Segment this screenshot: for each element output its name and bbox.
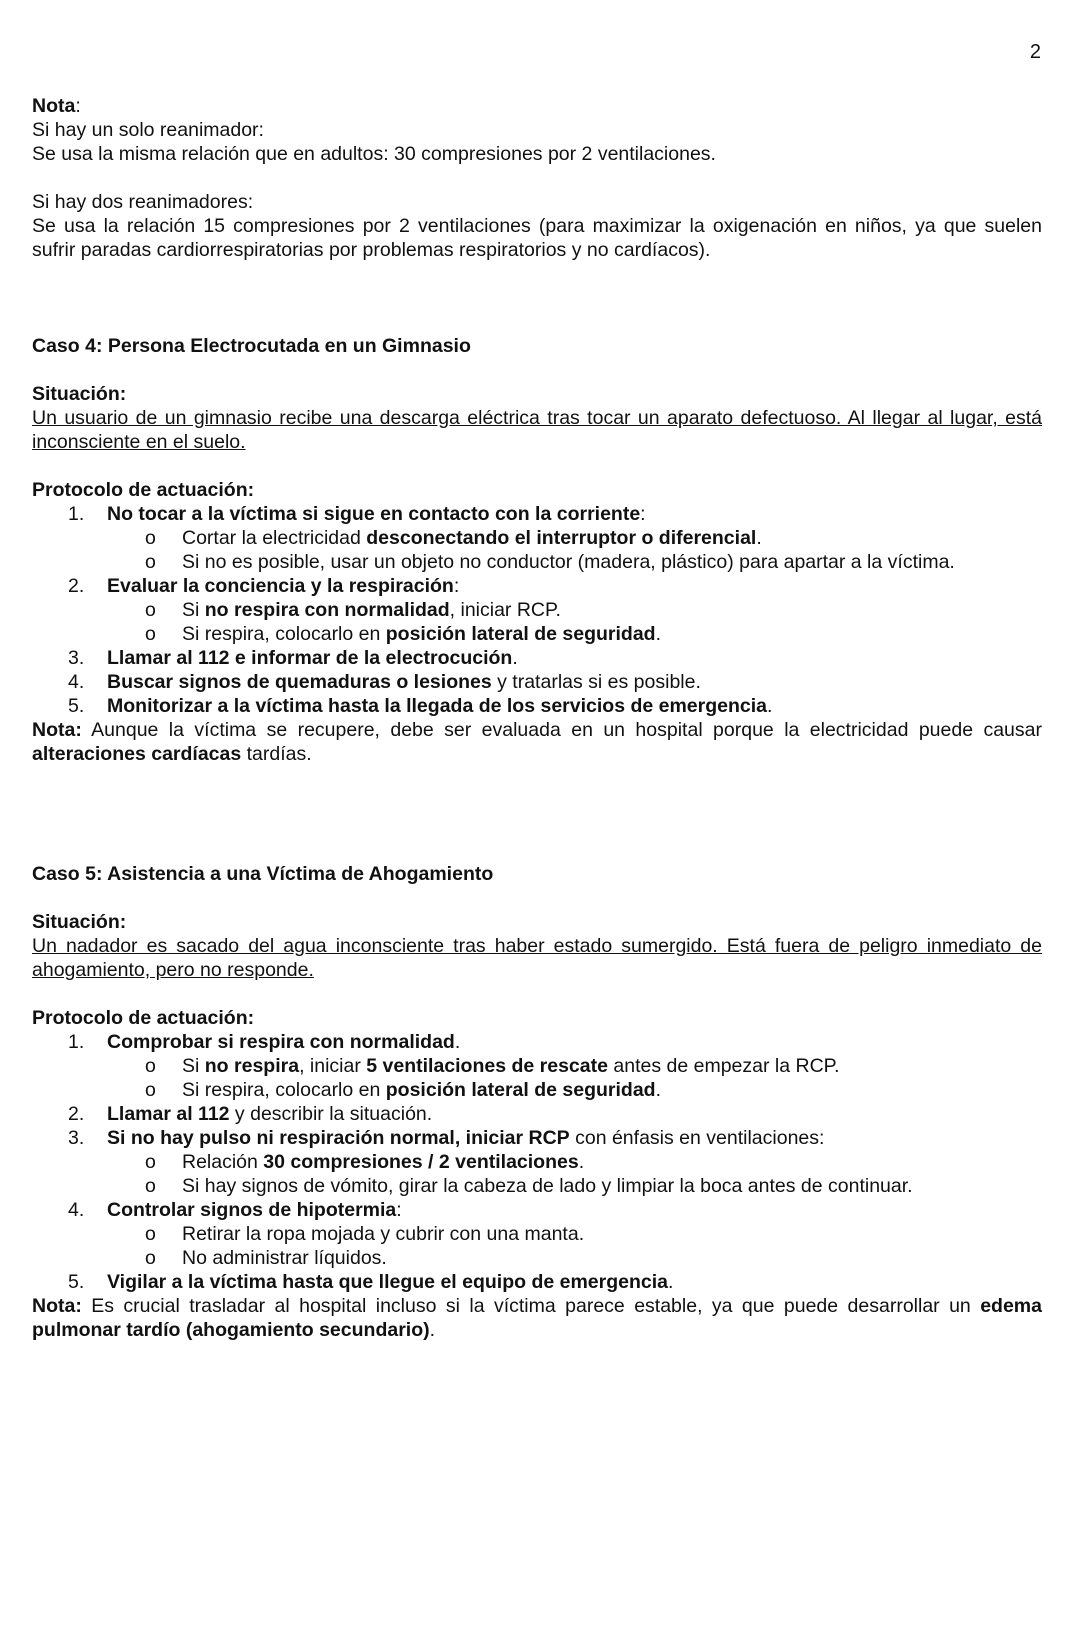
text-segment: . — [655, 1079, 662, 1101]
text-segment: Si no hay pulso ni respiración normal, iniciar RCP — [107, 1127, 570, 1149]
list-item — [32, 646, 1042, 670]
list-item — [32, 1030, 1042, 1054]
sub-list-item — [32, 1246, 1042, 1270]
list-item — [32, 574, 1042, 598]
text-segment: Evaluar la conciencia y la respiración — [107, 575, 454, 597]
bullet-icon: o — [145, 1223, 156, 1245]
one-rescuer-text: Se usa la misma relación que en adultos: 30 compresiones por 2 ventilaciones. — [32, 143, 716, 165]
list-number: 4. — [68, 671, 85, 693]
sub-list-item — [32, 550, 1042, 574]
caso4-nota — [32, 718, 1042, 766]
two-rescuers-text: Se usa la relación 15 compresiones por 2 ventilaciones (para maximizar la oxigenación en niños, ya que suelen sufrir paradas cardiorrespiratorias por problemas respiratorios y no cardíacos). — [32, 215, 1042, 261]
text-segment: Comprobar si respira con normalidad — [107, 1031, 455, 1053]
caso5-protocolo-label: Protocolo de actuación: — [32, 1007, 255, 1029]
text-segment: Llamar al 112 e informar de la electrocución — [107, 647, 513, 669]
list-number: 3. — [68, 647, 85, 669]
sub-list-item — [32, 1222, 1042, 1246]
text-segment: Vigilar a la víctima hasta que llegue el equipo de emergencia — [107, 1271, 669, 1293]
text-segment: . — [429, 1319, 436, 1341]
text-segment: Si no es posible, usar un objeto no conductor (madera, plástico) para apartar a la víctima. — [182, 551, 955, 573]
text-segment: con énfasis en ventilaciones: — [569, 1127, 825, 1149]
text-segment: Si respira, colocarlo en — [182, 623, 386, 645]
sub-list-item — [32, 622, 1042, 646]
nota-heading — [32, 94, 1042, 118]
list-item — [32, 502, 1042, 526]
text-segment: alteraciones cardíacas — [32, 743, 242, 765]
sub-list-item — [32, 1078, 1042, 1102]
text-segment: Controlar signos de hipotermia — [107, 1199, 397, 1221]
caso4-situacion-text: Un usuario de un gimnasio recibe una descarga eléctrica tras tocar un aparato defectuoso. Al llegar al lugar, está inconsciente en el suelo. — [32, 407, 1042, 453]
bullet-icon: o — [145, 1151, 156, 1173]
text-segment: , iniciar — [299, 1055, 367, 1077]
caso4-situacion-label: Situación: — [32, 383, 127, 405]
bullet-icon: o — [145, 1247, 156, 1269]
text-segment: no respira con normalidad — [204, 599, 450, 621]
text-segment: , iniciar RCP. — [449, 599, 561, 621]
text-segment: Nota: — [32, 1295, 82, 1317]
list-item — [32, 1126, 1042, 1150]
document-body — [32, 94, 1042, 1342]
text-segment: Cortar la electricidad — [182, 527, 367, 549]
text-segment: Es crucial trasladar al hospital incluso si la víctima parece estable, ya que puede desarrollar un — [81, 1295, 981, 1317]
text-segment: y describir la situación. — [229, 1103, 433, 1125]
two-rescuers-label: Si hay dos reanimadores: — [32, 191, 254, 213]
text-segment: Aunque la víctima se recupere, debe ser evaluada en un hospital porque la electricidad puede causar — [81, 719, 1042, 741]
text-segment: tardías. — [241, 743, 312, 765]
list-number: 2. — [68, 1103, 85, 1125]
bullet-icon: o — [145, 527, 156, 549]
list-number: 1. — [68, 1031, 85, 1053]
sub-list-item — [32, 1150, 1042, 1174]
bullet-icon: o — [145, 1079, 156, 1101]
list-item — [32, 1102, 1042, 1126]
text-segment: : — [75, 95, 81, 117]
list-item — [32, 670, 1042, 694]
list-number: 2. — [68, 575, 85, 597]
sub-list-item — [32, 1054, 1042, 1078]
one-rescuer-label: Si hay un solo reanimador: — [32, 119, 264, 141]
list-item — [32, 1270, 1042, 1294]
bullet-icon: o — [145, 1055, 156, 1077]
text-segment: edema pulmonar tardío (ahogamiento secundario) — [32, 1295, 1042, 1341]
sub-list-item — [32, 526, 1042, 550]
text-segment: 5 ventilaciones de rescate — [366, 1055, 608, 1077]
text-segment: : — [396, 1199, 402, 1221]
text-segment: Si respira, colocarlo en — [182, 1079, 386, 1101]
text-segment: Nota: — [32, 719, 82, 741]
sub-list-item — [32, 1174, 1042, 1198]
text-segment: . — [454, 1031, 461, 1053]
list-number: 1. — [68, 503, 85, 525]
list-number: 5. — [68, 695, 85, 717]
list-item — [32, 694, 1042, 718]
bullet-icon: o — [145, 623, 156, 645]
text-segment: Si hay signos de vómito, girar la cabeza de lado y limpiar la boca antes de continuar. — [182, 1175, 913, 1197]
text-segment: Si — [182, 1055, 205, 1077]
caso4-steps-list — [32, 502, 1042, 718]
text-segment: . — [668, 1271, 674, 1293]
text-segment: . — [756, 527, 762, 549]
caso5-section — [32, 862, 1042, 1342]
caso5-situacion-label: Situación: — [32, 911, 127, 933]
text-segment: Monitorizar a la víctima hasta la llegada de los servicios de emergencia — [107, 695, 768, 717]
text-segment: No administrar líquidos. — [182, 1247, 387, 1269]
text-segment: posición lateral de seguridad — [385, 623, 656, 645]
caso4-title: Caso 4: Persona Electrocutada en un Gimnasio — [32, 335, 471, 357]
text-segment: . — [578, 1151, 585, 1173]
text-segment: Retirar la ropa mojada y cubrir con una manta. — [182, 1223, 585, 1245]
page-number: 2 — [1029, 41, 1041, 63]
list-number: 4. — [68, 1199, 85, 1221]
caso5-situacion-text: Un nadador es sacado del agua inconsciente tras haber estado sumergido. Está fuera de peligro inmediato de ahogamiento, pero no responde. — [32, 935, 1042, 981]
bullet-icon: o — [145, 1175, 156, 1197]
text-segment: Relación — [182, 1151, 264, 1173]
text-segment: 30 compresiones / 2 ventilaciones — [263, 1151, 579, 1173]
sub-list-item — [32, 598, 1042, 622]
text-segment: . — [655, 623, 662, 645]
caso4-section — [32, 334, 1042, 766]
text-segment: Llamar al 112 — [107, 1103, 230, 1125]
text-segment: antes de empezar la RCP. — [607, 1055, 840, 1077]
list-item — [32, 1198, 1042, 1222]
caso5-title: Caso 5: Asistencia a una Víctima de Ahogamiento — [32, 863, 494, 885]
text-segment: . — [512, 647, 518, 669]
caso5-steps-list — [32, 1030, 1042, 1294]
text-segment: no respira — [204, 1055, 300, 1077]
list-number: 5. — [68, 1271, 85, 1293]
bullet-icon: o — [145, 551, 156, 573]
text-segment: Buscar signos de quemaduras o lesiones — [107, 671, 492, 693]
text-segment: . — [767, 695, 773, 717]
bullet-icon: o — [145, 599, 156, 621]
caso4-protocolo-label: Protocolo de actuación: — [32, 479, 255, 501]
text-segment: : — [640, 503, 646, 525]
text-segment: Si — [182, 599, 205, 621]
text-segment: posición lateral de seguridad — [385, 1079, 656, 1101]
text-segment: desconectando el interruptor o diferencial — [366, 527, 757, 549]
text-segment: Nota — [32, 95, 76, 117]
text-segment: No tocar a la víctima si sigue en contacto con la corriente — [107, 503, 641, 525]
text-segment: : — [453, 575, 460, 597]
caso5-nota — [32, 1294, 1042, 1342]
list-number: 3. — [68, 1127, 85, 1149]
text-segment: y tratarlas si es posible. — [491, 671, 701, 693]
nota-intro-section — [32, 94, 1042, 262]
